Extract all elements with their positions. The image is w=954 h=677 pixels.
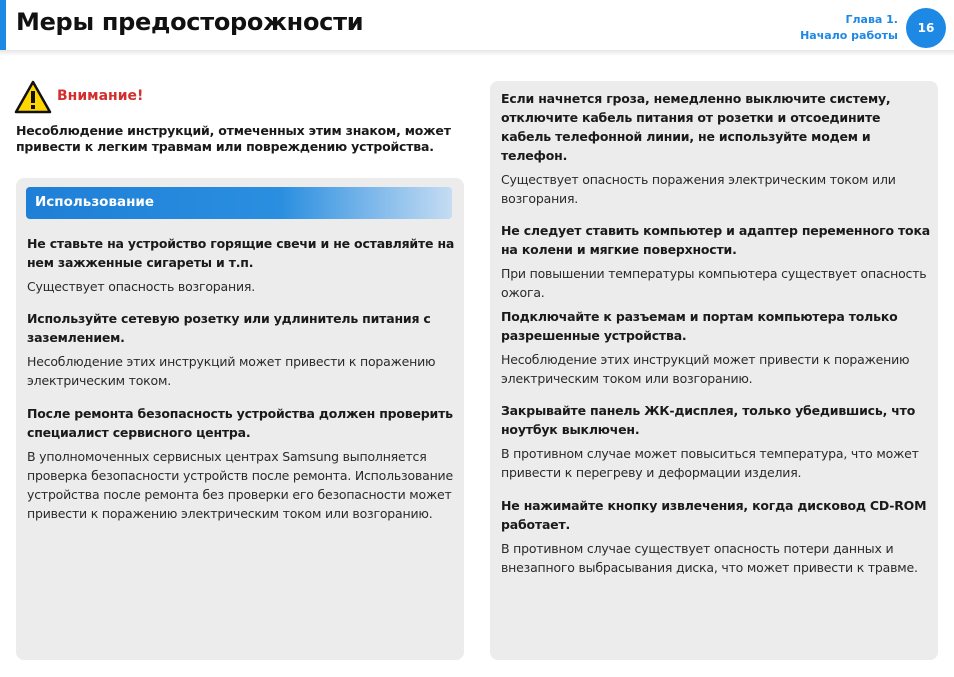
warning-label: Внимание! bbox=[57, 88, 144, 104]
list-item bbox=[27, 309, 457, 390]
item-heading: Подключайте к разъемам и портам компьютера только разрешенные устройства. bbox=[501, 309, 898, 343]
section-header-usage bbox=[26, 187, 452, 219]
list-item bbox=[27, 404, 457, 523]
item-heading: Если начнется гроза, немедленно выключите систему, отключите кабель питания от розетки и отсоедините кабель телефонной линии, не используйте модем и телефон. bbox=[501, 91, 891, 163]
chapter-title: Начало работы bbox=[800, 29, 898, 42]
chapter-label[interactable] bbox=[800, 12, 898, 44]
item-text: В противном случае может повыситься температура, что может привести к перегреву и деформации изделия. bbox=[501, 446, 919, 480]
item-text: Несоблюдение этих инструкций может привести к поражению электрическим током или возгоранию. bbox=[501, 352, 910, 386]
page-number-badge: 16 bbox=[906, 8, 946, 48]
warning-text: Несоблюдение инструкций, отмеченных этим знаком, может привести к легким травмам или повреждению устройства. bbox=[16, 123, 451, 154]
item-heading: Не нажимайте кнопку извлечения, когда дисковод CD-ROM работает. bbox=[501, 498, 927, 532]
item-text: При повышении температуры компьютера существует опасность ожога. bbox=[501, 266, 927, 300]
chapter-number: Глава 1. bbox=[845, 13, 898, 26]
list-item bbox=[501, 89, 931, 208]
list-item bbox=[27, 234, 457, 296]
warning-triangle-icon bbox=[14, 80, 52, 114]
page-title: Меры предосторожности bbox=[16, 8, 364, 36]
header-accent-bar bbox=[0, 0, 6, 52]
item-text: В уполномоченных сервисных центрах Samsung выполняется проверка безопасности устройств после ремонта. Использование устройства после ремонта без проверки его безопасности может привести к поражению электрическим током или возгоранию. bbox=[27, 449, 453, 521]
item-text: Существует опасность поражения электрическим током или возгорания. bbox=[501, 172, 896, 206]
item-heading: После ремонта безопасность устройства должен проверить специалист сервисного центра. bbox=[27, 406, 453, 440]
list-item bbox=[501, 401, 931, 482]
item-text: Несоблюдение этих инструкций может привести к поражению электрическим током. bbox=[27, 354, 436, 388]
item-heading: Не следует ставить компьютер и адаптер переменного тока на колени и мягкие поверхности. bbox=[501, 223, 930, 257]
item-heading: Закрывайте панель ЖК-дисплея, только убедившись, что ноутбук выключен. bbox=[501, 403, 916, 437]
list-item bbox=[501, 307, 931, 388]
list-item bbox=[501, 496, 931, 577]
right-panel bbox=[490, 81, 938, 660]
item-heading: Используйте сетевую розетку или удлинитель питания с заземлением. bbox=[27, 311, 431, 345]
list-item bbox=[501, 221, 931, 302]
item-text: Существует опасность возгорания. bbox=[27, 279, 255, 294]
header-rule bbox=[0, 50, 954, 56]
section-title: Использование bbox=[35, 194, 155, 210]
item-text: В противном случае существует опасность потери данных и внезапного выбрасывания диска, что может привести к травме. bbox=[501, 541, 918, 575]
left-panel bbox=[16, 178, 464, 660]
item-heading: Не ставьте на устройство горящие свечи и не оставляйте на нем зажженные сигареты и т.п. bbox=[27, 236, 455, 270]
